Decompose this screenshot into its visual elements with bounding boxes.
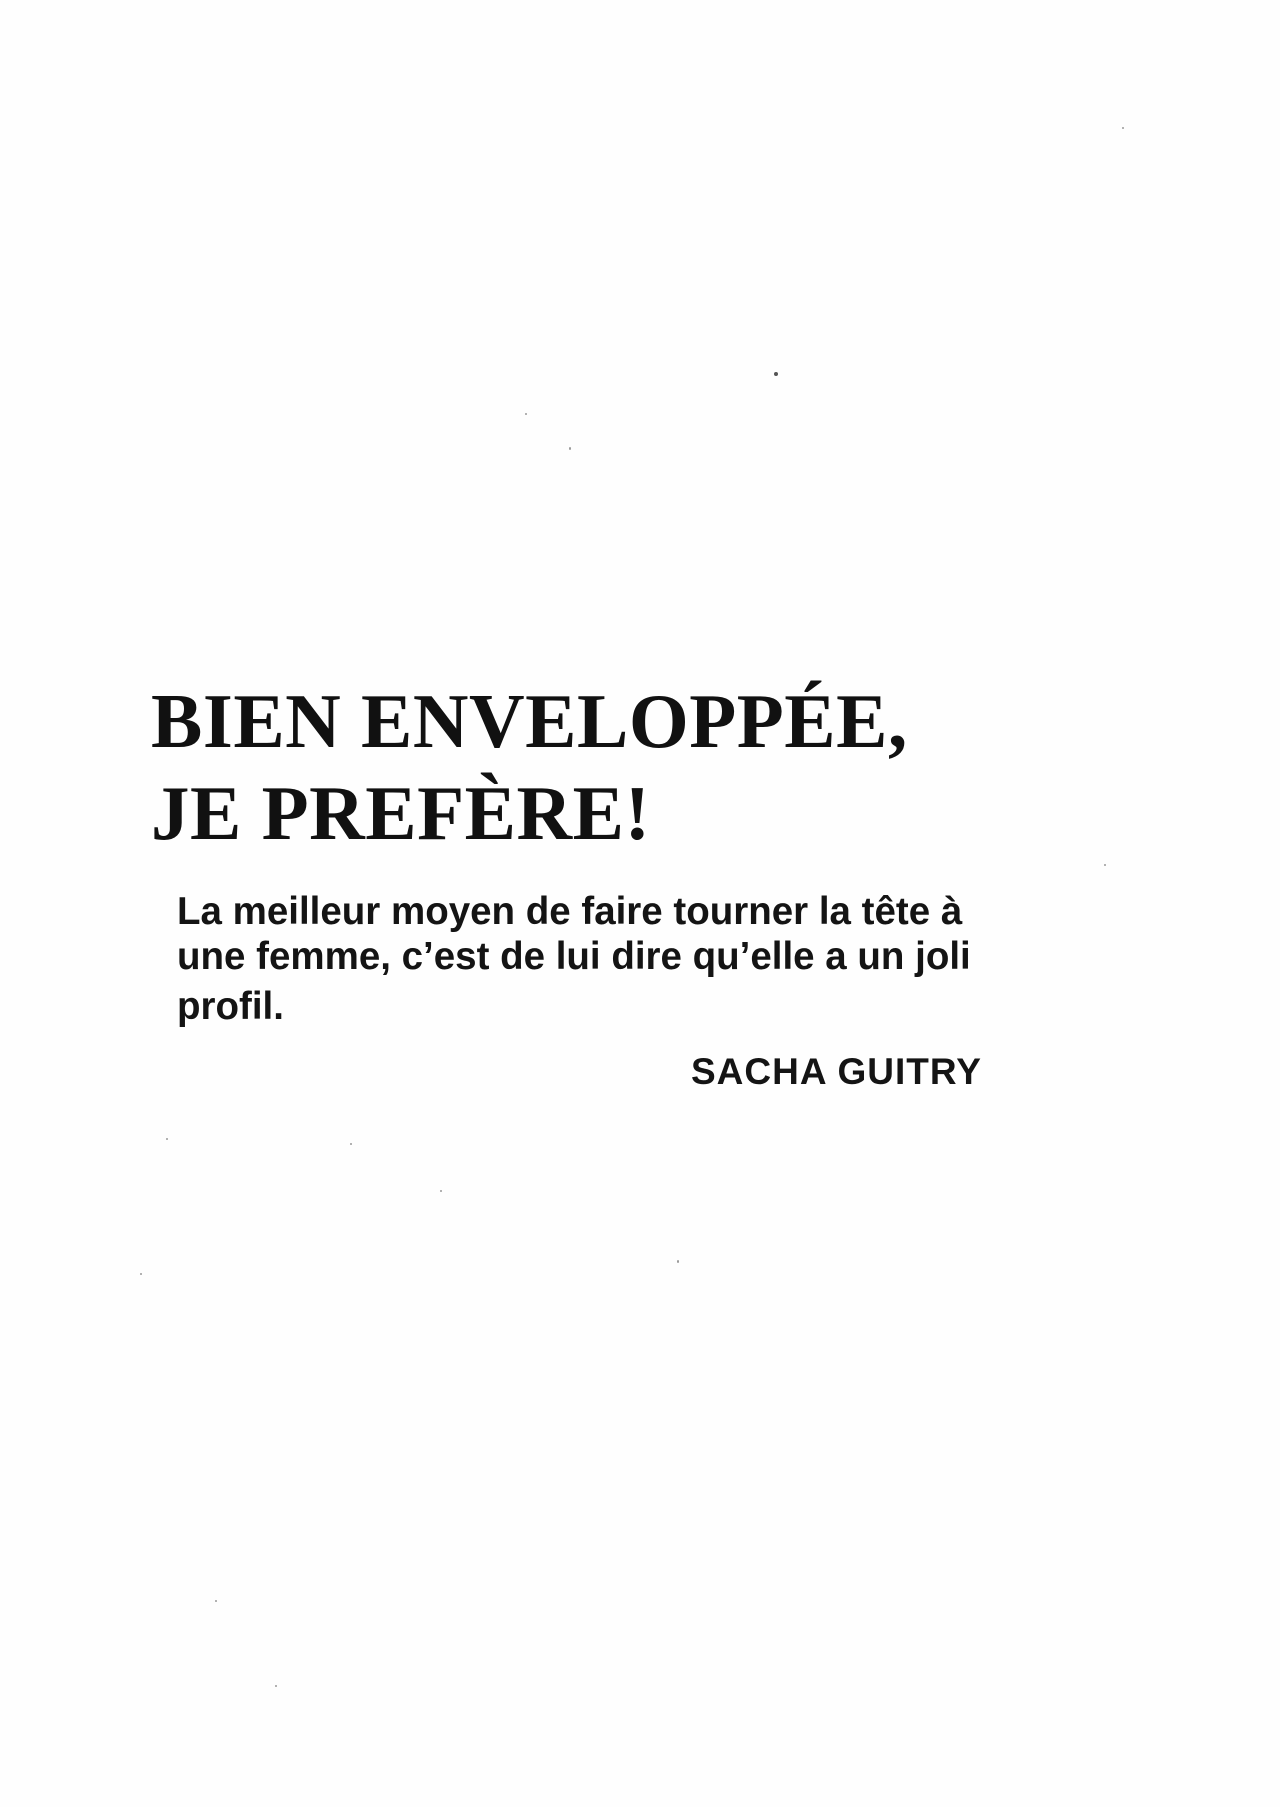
quote-author: SACHA GUITRY xyxy=(691,1051,982,1092)
quote-line-3: profil. xyxy=(177,985,284,1028)
scan-speck xyxy=(1122,127,1124,129)
scan-speck xyxy=(677,1260,679,1263)
headline-line-1: BIEN ENVELOPPÉE, xyxy=(151,678,908,764)
scan-speck xyxy=(440,1190,442,1192)
scan-speck xyxy=(215,1600,217,1602)
scan-speck xyxy=(350,1143,352,1145)
scan-speck xyxy=(166,1138,168,1140)
scan-speck xyxy=(1104,864,1106,866)
headline xyxy=(151,675,1151,859)
scan-speck xyxy=(140,1273,142,1275)
headline-line-2: JE PREFÈRE! xyxy=(151,770,651,856)
scan-speck xyxy=(569,447,571,450)
scan-speck xyxy=(275,1685,277,1687)
quote-line-2: une femme, c’est de lui dire qu’elle a un joli xyxy=(177,935,971,978)
scan-speck xyxy=(525,413,527,415)
quote xyxy=(177,889,1137,1029)
scan-speck xyxy=(774,372,778,376)
quote-line-1: La meilleur moyen de faire tourner la tête à xyxy=(177,890,963,933)
